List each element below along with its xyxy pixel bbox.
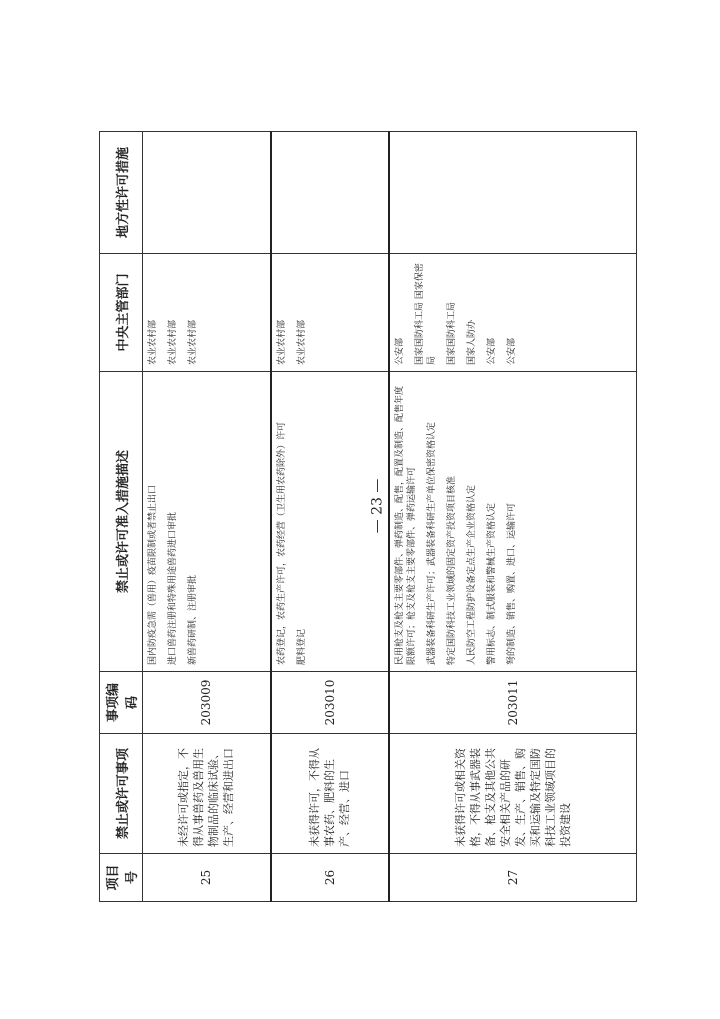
- row-local: [389, 132, 637, 254]
- table-row: [389, 132, 637, 902]
- measure-desc: 警用标志、制式服装和警械生产资格认定: [486, 502, 497, 665]
- measure-dept: 农业农村部: [276, 319, 287, 365]
- measure-desc: 进口兽药注册和特殊用途兽药进口审批: [168, 511, 178, 665]
- measure-dept: 国家国防科工局 国家保密局: [414, 263, 437, 365]
- measure-dept: 国家国防科工局: [446, 301, 457, 365]
- measure-dept: 农业农村部: [188, 319, 198, 365]
- measure-desc: 民用枪支及枪支主要零部件、弹药制造、配售，配置及制造、配售年度限额许可；枪支及枪支主要零部件、弹药运输许可: [394, 385, 417, 665]
- measure-dept: 国家人防办: [466, 319, 477, 365]
- row-item: 未获得许可，不得从事农药、肥料的生产、经营、进口: [271, 734, 389, 854]
- measure-desc: 弩的制造、销售、购置、进口、运输许可: [506, 502, 517, 665]
- measure-dept: 公安部: [394, 337, 405, 365]
- row-local: [143, 132, 271, 254]
- table-header-row: [100, 132, 143, 902]
- measure-desc: 农药登记，农药生产许可，农药经营（卫生用农药除外）许可: [276, 421, 287, 665]
- table-row: [143, 132, 271, 902]
- measure-dept: 农业农村部: [168, 319, 178, 365]
- rotated-table-container: [99, 132, 637, 902]
- measure-dept: 公安部: [506, 337, 517, 365]
- row-desc-list: [389, 372, 637, 672]
- measure-desc: 肥料登记: [296, 628, 307, 665]
- row-code: 203010: [271, 672, 389, 734]
- row-dept-list: [271, 254, 389, 372]
- row-local: [271, 132, 389, 254]
- measure-desc: 人民防空工程防护设备定点生产企业资格认定: [466, 484, 477, 665]
- row-no: 27: [389, 854, 637, 902]
- header-local: 地方性许可措施: [100, 132, 143, 254]
- page-number: — 23 —: [369, 478, 386, 534]
- row-no: 25: [143, 854, 271, 902]
- permit-table: [99, 131, 637, 902]
- row-item: 未经许可或指定，不得从事兽药及兽用生物制品的临床试验、生产、经营和进出口: [143, 734, 271, 854]
- row-code: 203009: [143, 672, 271, 734]
- row-no: 26: [271, 854, 389, 902]
- header-code: 事项编码: [100, 672, 143, 734]
- row-code: 203011: [389, 672, 637, 734]
- header-desc: 禁止或许可准入措施描述: [100, 372, 143, 672]
- measure-dept: 农业农村部: [296, 319, 307, 365]
- row-item: 未获得许可或相关资格，不得从事武器装备、枪支及其他公共安全相关产品的研发、生产、销售、购买和运输及特定国防科技工业领域项目的投资建设: [389, 734, 637, 854]
- measure-desc: 国内防疫急需（兽用）疫苗限制或者禁止出口: [148, 484, 158, 665]
- header-no: 项目号: [100, 854, 143, 902]
- row-dept-list: [389, 254, 637, 372]
- row-desc-list: [143, 372, 271, 672]
- row-dept-list: [143, 254, 271, 372]
- header-item: 禁止或许可事项: [100, 734, 143, 854]
- measure-desc: 特定国防科技工业领域的固定资产投资项目核准: [446, 475, 457, 665]
- measure-desc: 新兽药研制、注册审批: [188, 574, 198, 665]
- header-dept: 中央主管部门: [100, 254, 143, 372]
- measure-dept: 农业农村部: [148, 319, 158, 365]
- measure-dept: 公安部: [486, 337, 497, 365]
- measure-desc: 武器装备科研生产许可；武器装备科研生产单位保密资格认定: [426, 421, 437, 665]
